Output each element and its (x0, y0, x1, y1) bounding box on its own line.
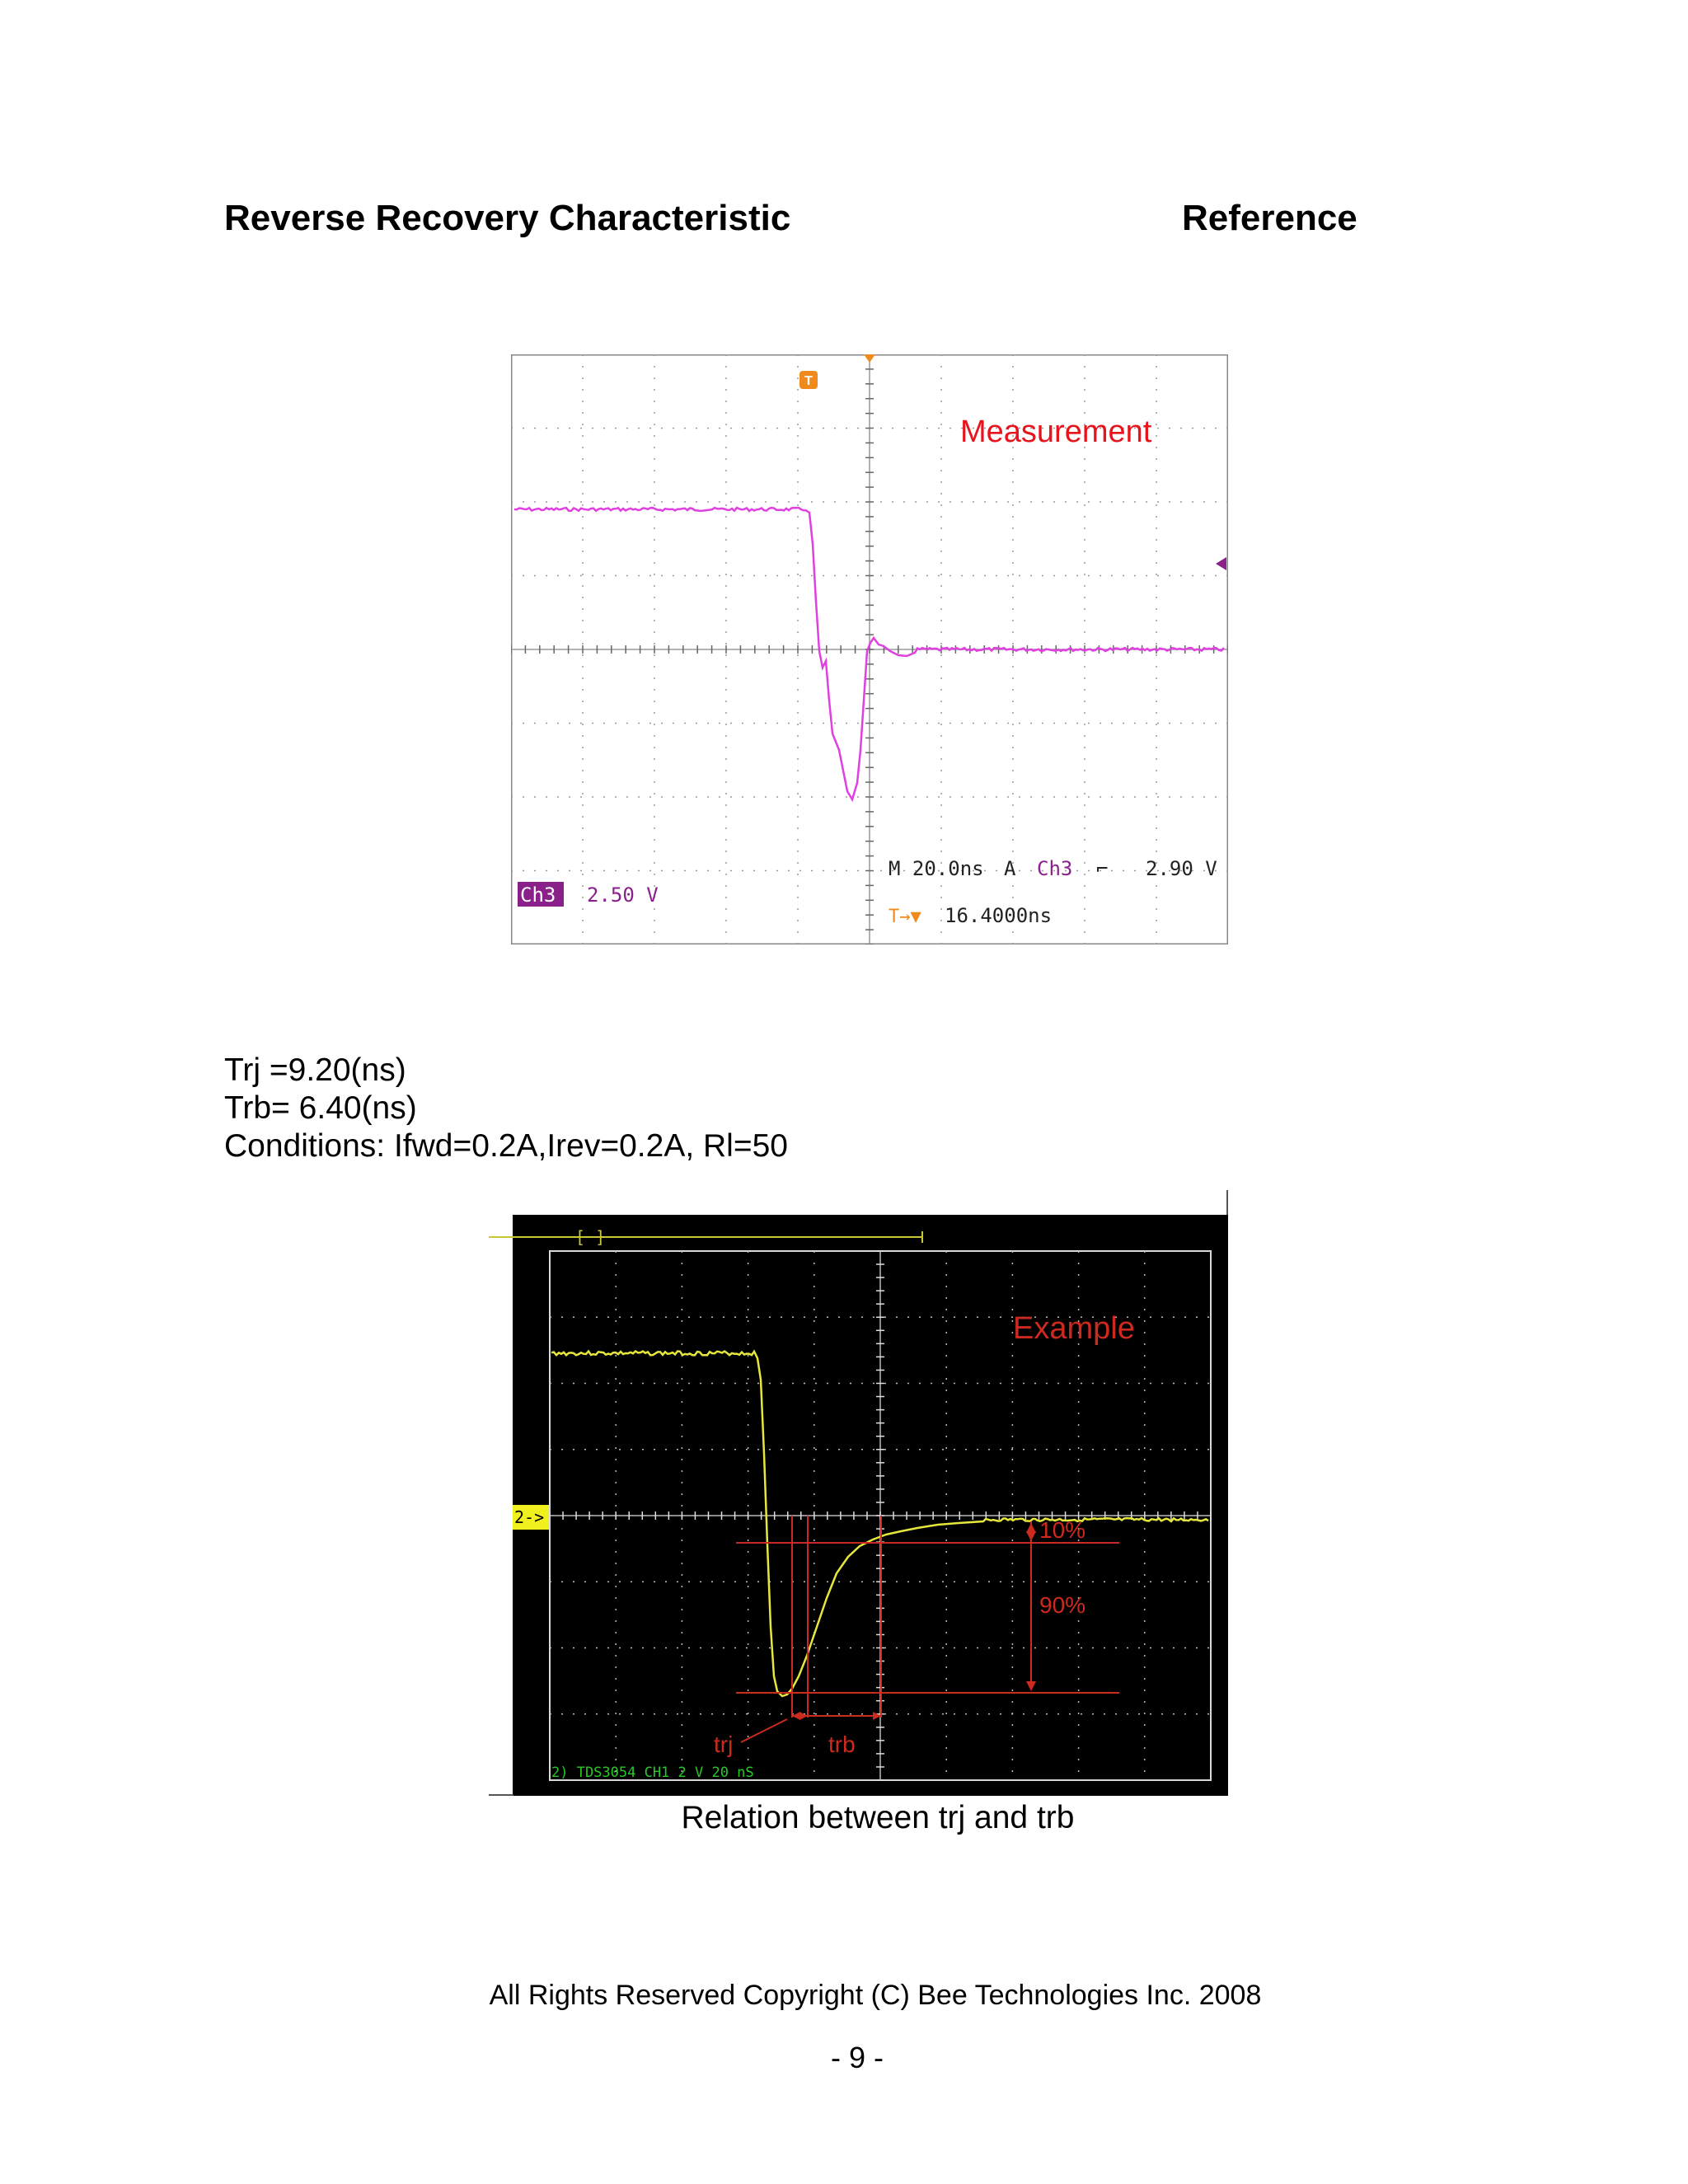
page-heading: Reverse Recovery Characteristic (224, 198, 791, 238)
channel-badge: Ch3 (520, 883, 556, 907)
example-label: Example (1013, 1311, 1135, 1346)
trigger-channel-readout: Ch3 (1037, 857, 1073, 880)
copyright-notice: All Rights Reserved Copyright (C) Bee Technologies Inc. 2008 (489, 1980, 1262, 2011)
ninety-percent-label: 90% (1039, 1592, 1086, 1618)
channel-scale-readout: 2.50 V (587, 883, 659, 907)
trb-value: Trb= 6.40(ns) (224, 1090, 417, 1126)
scope-status-readout: 2) TDS3054 CH1 2 V 20 nS (551, 1765, 754, 1781)
trigger-level-readout: 2.90 V (1146, 857, 1217, 880)
ground-marker-icon: 2-> (514, 1507, 545, 1527)
trb-label: trb (828, 1732, 856, 1757)
trj-label: trj (714, 1732, 734, 1757)
ten-percent-label: 10% (1039, 1517, 1086, 1543)
reference-tag: Reference (1182, 198, 1357, 238)
test-conditions: Conditions: Ifwd=0.2A,Irev=0.2A, Rl=50 (224, 1128, 788, 1164)
page-number: - 9 - (830, 2041, 884, 2074)
record-view-bracket-icon: [ ] (575, 1227, 606, 1247)
trigger-slope-icon: ⌐ (1096, 857, 1109, 880)
trj-value: Trj =9.20(ns) (224, 1052, 406, 1088)
example-scope (489, 1190, 1228, 1796)
figure-caption: Relation between trj and trb (681, 1800, 1075, 1835)
trigger-badge-label: T (804, 374, 813, 388)
timebase-readout: M 20.0ns (889, 857, 984, 880)
trigger-offset-icon: T→▼ (889, 907, 921, 927)
trigger-offset-readout: 16.4000ns (945, 904, 1053, 927)
test-parameters (224, 1052, 788, 1165)
trigger-source-readout: A (1004, 857, 1016, 880)
measurement-label: Measurement (960, 415, 1152, 449)
measurement-scope (511, 354, 1228, 944)
